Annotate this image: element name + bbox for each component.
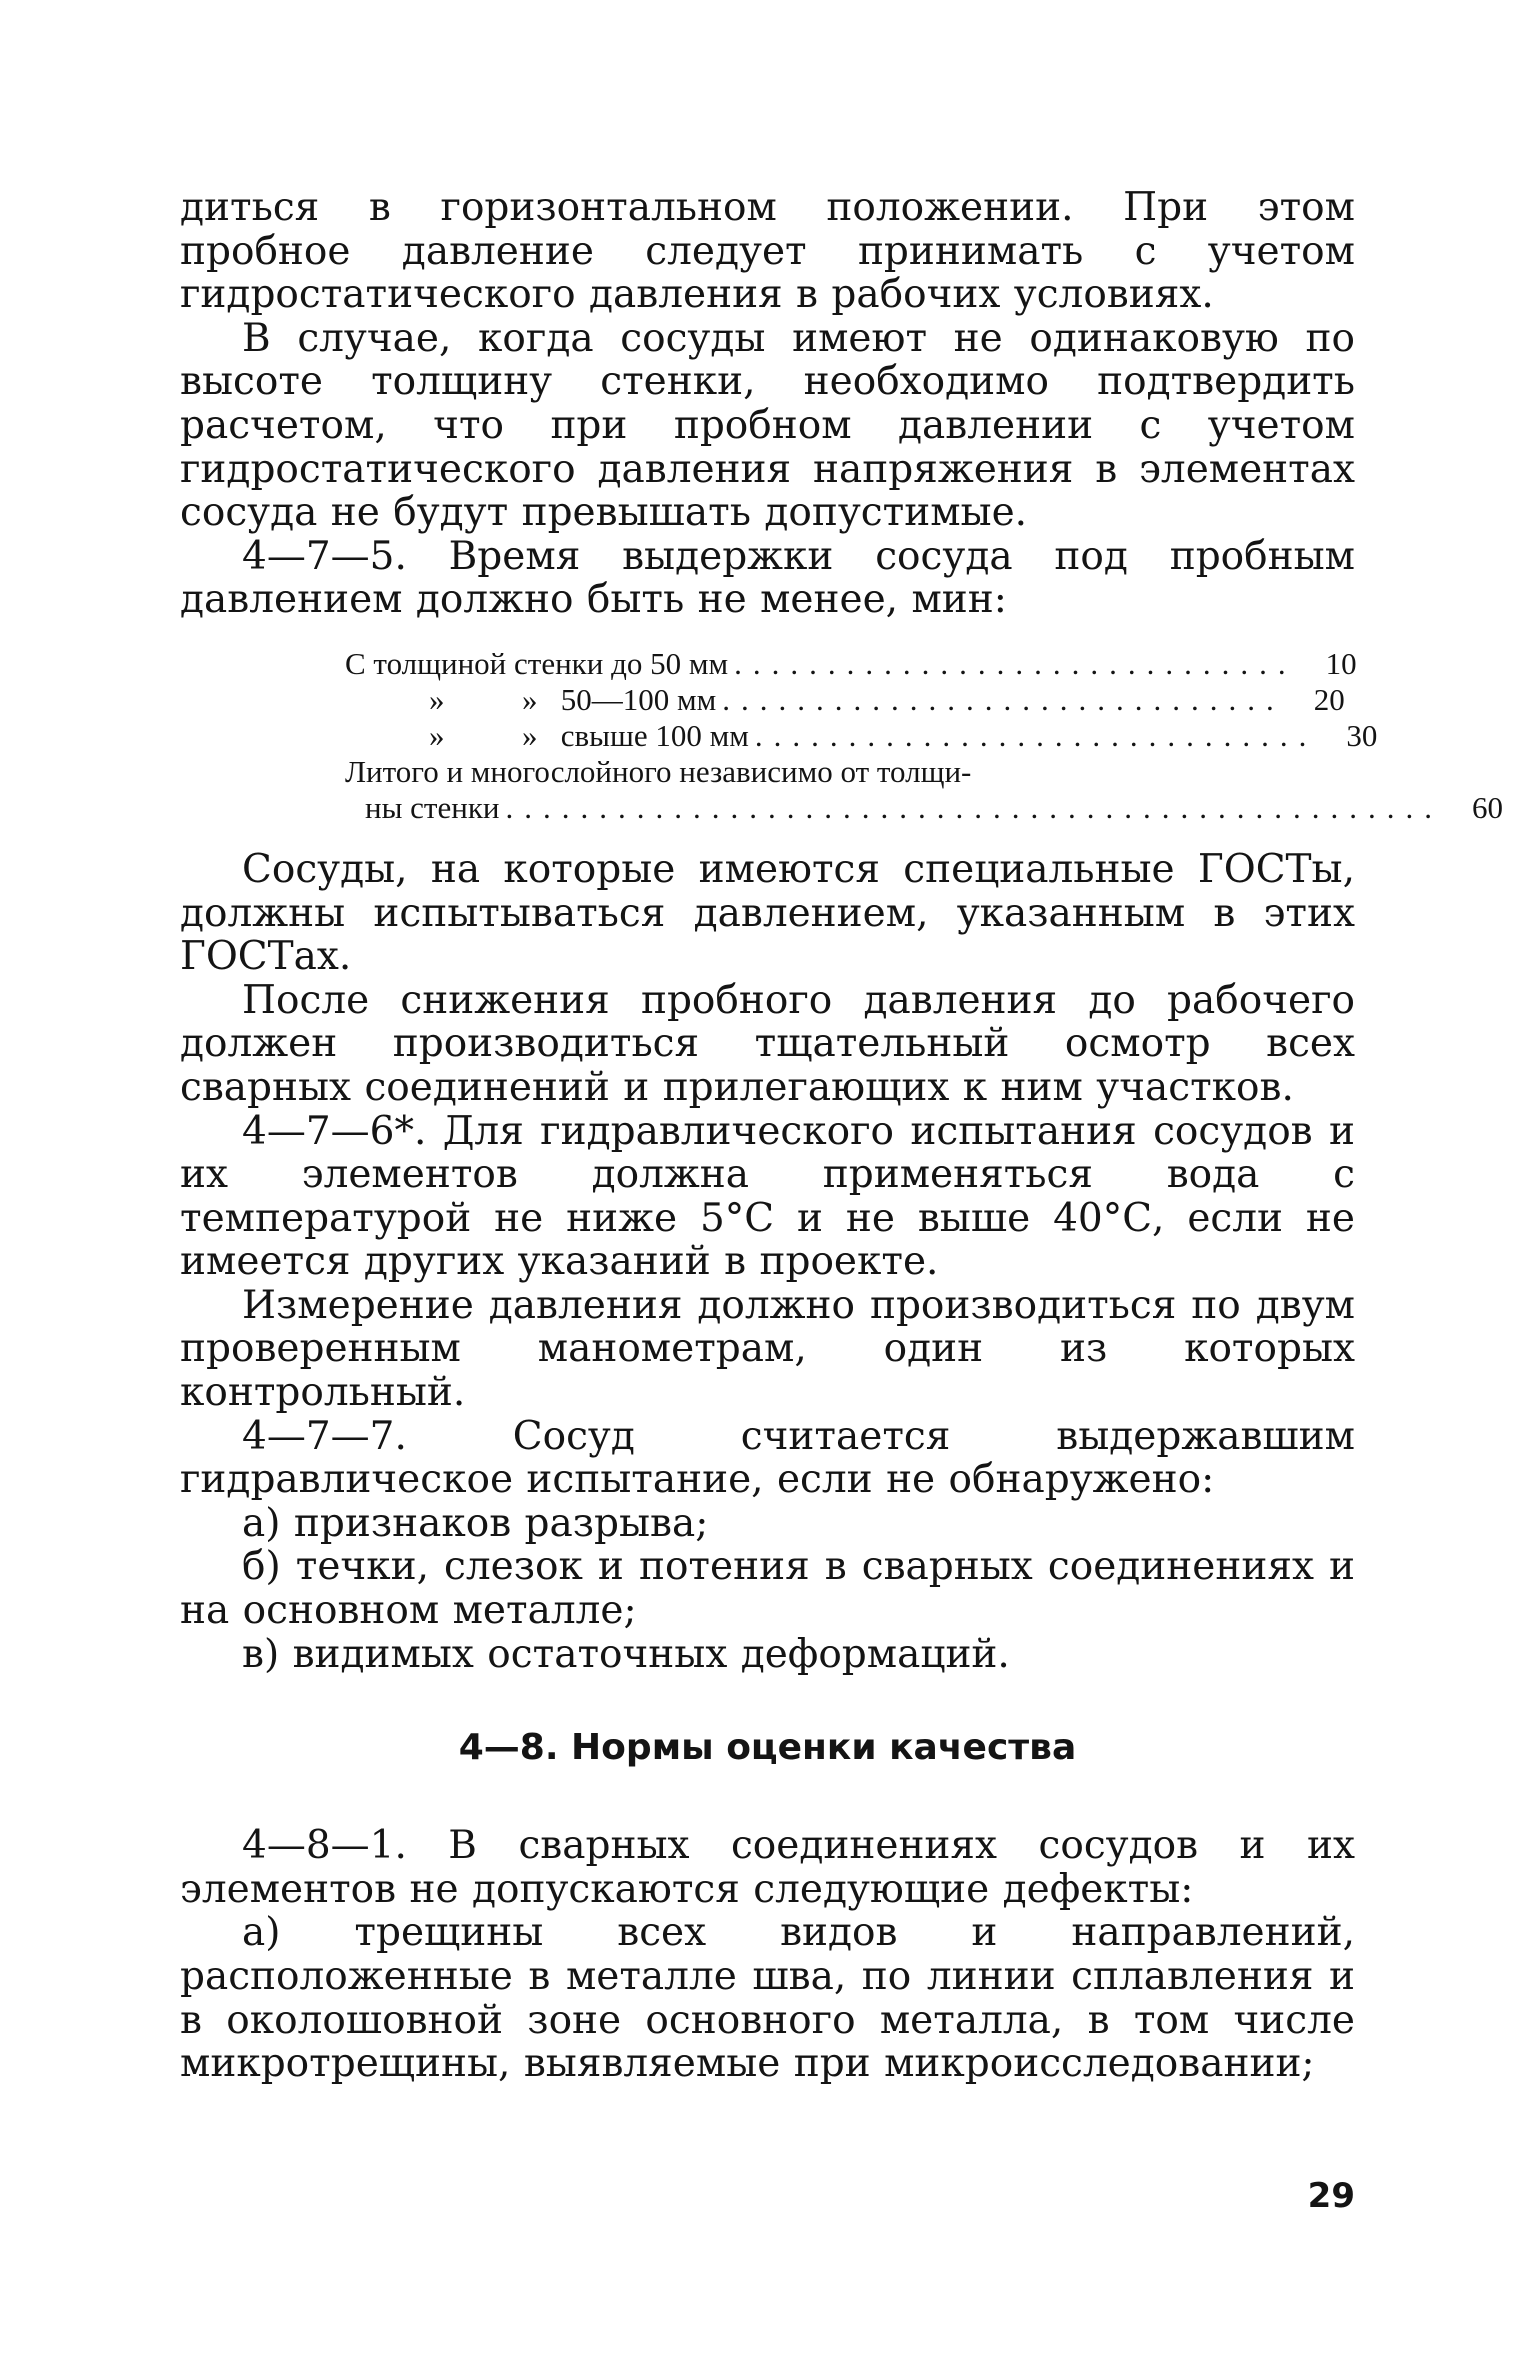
paragraph-clause-4-7-6: 4—7—6*. Для гидравлического испытания сосудов и их элементов должна применяться вода с температурой не ниже 5°С и не выше 40°С, если не имеется других указаний в проекте. (180, 1108, 1355, 1285)
leader-dots: .................................................. (505, 789, 1443, 825)
paragraph-clause-4-7-7: 4—7—7. Сосуд считается выдержавшим гидравлическое испытание, если не обнаружено: (180, 1413, 1355, 1503)
table-row (345, 645, 1357, 682)
table-row-value: 20 (1313, 681, 1345, 717)
table-row-label: ны стенки (365, 789, 500, 825)
paragraph-clause-4-7-5: 4—7—5. Время выдержки сосуда под пробным давлением должно быть не менее, мин: (180, 533, 1355, 623)
paragraph-pressure-measurement: Измерение давления должно производиться по двум проверенным манометрам, один из которых контрольный. (180, 1282, 1355, 1416)
paragraph-continuation: диться в горизонтальном положении. При этом пробное давление следует принимать с учетом гидростатического давления в рабочих условиях. (180, 185, 1355, 318)
paragraph-gost-vessels: Сосуды, на которые имеются специальные ГОСТы, должны испытываться давлением, указанным в этих ГОСТах. (180, 846, 1355, 980)
table-row-label: С толщиной стенки до 50 мм (345, 645, 729, 681)
paragraph-variable-thickness: В случае, когда сосуды имеют не одинаковую по высоте толщину стенки, необходимо подтвердить расчетом, что при пробном давлении с учетом гидростатического давления напряжения в элементах сосуда не будут превышать допустимые. (180, 315, 1355, 536)
leader-dots: .............................. (722, 681, 1285, 717)
table-row-label: » » свыше 100 мм (429, 717, 749, 753)
section-heading: 4—8. Нормы оценки качества (458, 1727, 1077, 1769)
leader-dots: .............................. (734, 645, 1297, 681)
table-row-value: 30 (1346, 717, 1378, 753)
list-item: в) видимых остаточных деформаций. (242, 1631, 1010, 1677)
leader-dots: .............................. (754, 717, 1318, 753)
document-page (180, 185, 1503, 2087)
table-row (345, 717, 1378, 754)
page-number: 29 (1307, 2176, 1355, 2216)
table-row (345, 789, 1503, 826)
table-row-label: » » 50—100 мм (429, 681, 717, 717)
table-row-label: Литого и многослойного независимо от толщи- (345, 753, 972, 789)
paragraph-clause-4-8-1: 4—8—1. В сварных соединениях сосудов и их элементов не допускаются следующие дефекты: (180, 1823, 1355, 1912)
table-row (345, 681, 1345, 718)
hold-time-table (345, 645, 1503, 826)
paragraph-inspection: После снижения пробного давления до рабочего должен производиться тщательный осмотр всех сварных соединений и прилегающих к ним участков. (180, 977, 1355, 1110)
list-item: б) течки, слезок и потения в сварных соединениях и на основном металле; (180, 1544, 1355, 1634)
table-row-value: 60 (1471, 789, 1503, 825)
list-item: а) трещины всех видов и направлений, расположенные в металле шва, по линии сплавления и в околошовной зоне основного металла, в том числе микротрещины, выявляемые при микроисследовании; (180, 1910, 1355, 2087)
list-item: а) признаков разрыва; (242, 1500, 709, 1546)
table-row-value: 10 (1325, 645, 1357, 681)
table-row (345, 754, 1188, 790)
